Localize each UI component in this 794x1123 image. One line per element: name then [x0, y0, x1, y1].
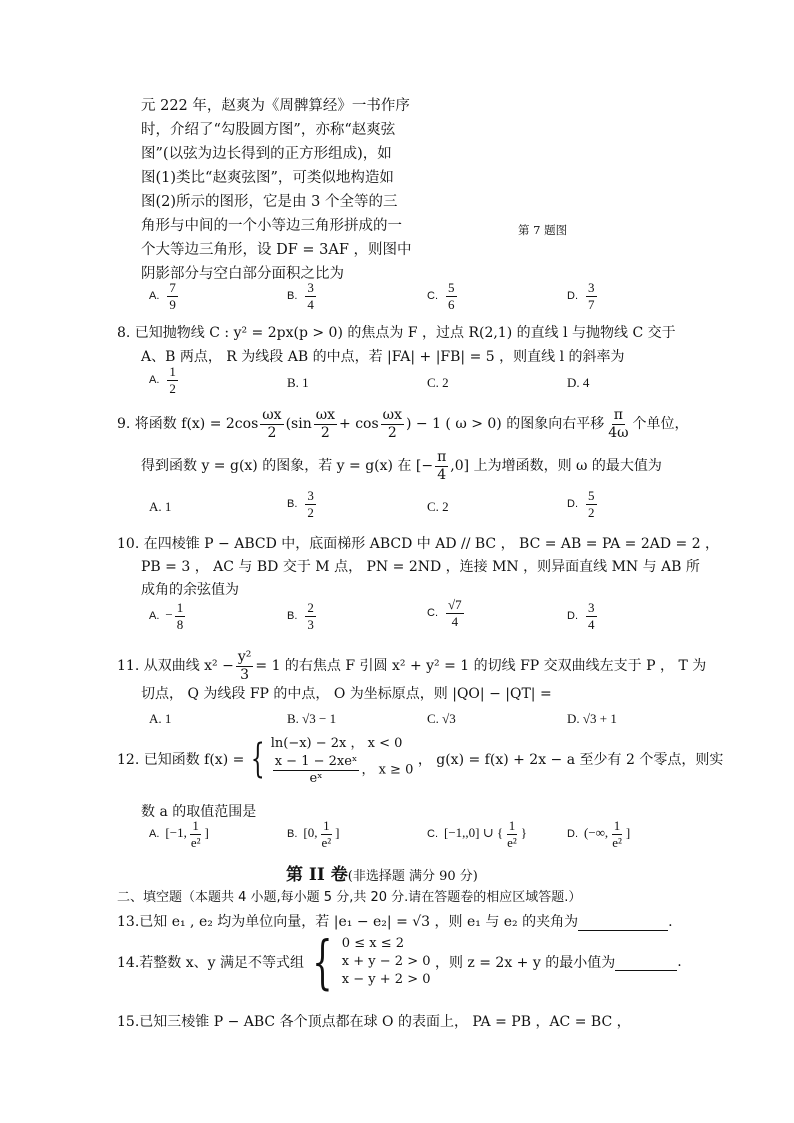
section-title: 第 II 卷(非选择题 满分 90 分)	[286, 865, 478, 885]
left-brace-icon: {	[250, 736, 265, 783]
left-brace-icon: {	[312, 928, 334, 996]
fill-in-intro: 二、填空题（本题共 4 小题,每小题 5 分,共 20 分.请在答题卷的相应区域答题.）	[117, 890, 582, 905]
q7-option-b: B. $\frac{3}{4}$	[287, 280, 314, 312]
q11-option-c: C. √3	[427, 711, 456, 726]
q8-option-d: D. 4	[567, 375, 590, 390]
answer-blank[interactable]	[578, 914, 668, 931]
q9-option-b: B. $\frac{3}{2}$	[287, 488, 314, 520]
q12-option-a: A. [−1, $\frac{1}{\text{e²}}$ ]	[149, 818, 209, 850]
q7-line: 元 222 年，赵爽为《周髀算经》一书作序	[141, 98, 410, 114]
q7-line: 图(1)类比“赵爽弦图”，可类似地构造如	[141, 170, 394, 186]
q12-option-b: B. [0, $\frac{1}{\text{e²}}$ ]	[287, 818, 340, 850]
q7-line: 图”(以弦为边长得到的正方形组成)，如	[141, 146, 392, 162]
q7-option-c: C. $\frac{5}{6}$	[427, 280, 455, 312]
q7-option-a: A. $\frac{7}{9}$	[149, 280, 176, 312]
q12-line2: 数 a 的取值范围是	[141, 804, 257, 820]
q10-option-c: C. $\frac{√7}{4}$	[427, 597, 462, 629]
figure-caption: 第 7 题图	[518, 223, 568, 237]
q7-line: 时，介绍了“勾股圆方图”，亦称“赵爽弦	[141, 122, 396, 138]
q10-line1: 10. 在四棱锥 P − ABCD 中，底面梯形 ABCD 中 AD // BC ， BC = AB = PA = 2AD = 2 ，	[117, 536, 720, 552]
q8-option-a: A. $\frac{1}{2}$	[149, 364, 176, 396]
q7-line: 阴影部分与空白部分面积之比为	[141, 266, 344, 282]
q7-line: 个大等边三角形，设 DF = 3AF ，则图中	[141, 242, 412, 258]
q9-line2: 得到函数 y = g(x) 的图象，若 y = g(x) 在 [− $\frac{\pi}{4}$ ,0] 上为增函数，则 ω 的最大值为	[141, 449, 662, 483]
q9-option-a: A. 1	[149, 499, 172, 514]
q15-line: 15.已知三棱锥 P − ABC 各个顶点都在球 O 的表面上， PA = PB ，AC = BC ，	[117, 1014, 631, 1030]
answer-blank[interactable]	[615, 954, 677, 971]
q14-line: 14.若整数 x、y 满足不等式组 { 0 ≤ x ≤ 2 x + y − 2 > 0 x − y + 2 > 0 ，则 z = 2x + y 的最小值为 .	[117, 928, 682, 996]
q12-piecewise: ln(−x) − 2x ， x < 0 $\frac{\text{x − 1 − 2xeˣ}}{\text{eˣ}}$ ， x ≥ 0	[270, 736, 414, 786]
q7-line: 图(2)所示的图形，它是由 3 个全等的三	[141, 194, 398, 210]
q12-line1: 12. 已知函数 f(x) = { ln(−x) − 2x ， x < 0 $\frac{\text{x − 1 − 2xeˣ}}{\text{eˣ}}$ ， x ≥ 0 ， g(x) = f(x) + 2x − a 至少有 2 个零点，则实	[117, 733, 723, 785]
q10-line2: PB = 3 ， AC 与 BD 交于 M 点， PN = 2ND ，连接 MN ，则异面直线 MN 与 AB 所	[141, 559, 700, 575]
q11-line1: 11. 从双曲线 x² − $\frac{\text{y²}}{3}$ = 1 的右焦点 F 引圆 x² + y² = 1 的切线 FP 交双曲线左支于 P ， T 为	[117, 649, 707, 683]
q8-option-b: B. 1	[287, 375, 309, 390]
q13-line: 13.已知 e₁ , e₂ 均为单位向量，若 |e₁ − e₂| = √3 ，则 e₁ 与 e₂ 的夹角为 .	[117, 914, 673, 930]
q11-option-a: A. 1	[149, 711, 172, 726]
q8-option-c: C. 2	[427, 375, 449, 390]
q7-option-d: D. $\frac{3}{7}$	[567, 280, 595, 312]
q10-option-d: D. $\frac{3}{4}$	[567, 600, 595, 632]
q11-line2: 切点， Q 为线段 FP 的中点， O 为坐标原点，则 |QO| − |QT| =	[141, 686, 552, 702]
q8-line1: 8. 已知抛物线 C : y² = 2px(p > 0) 的焦点为 F ，过点 R(2,1) 的直线 l 与抛物线 C 交于	[117, 325, 676, 341]
q12-option-c: C. [−1,,0] ∪ { $\frac{1}{\text{e²}}$ }	[427, 818, 528, 850]
q11-option-d: D. √3 + 1	[567, 711, 617, 726]
q11-option-b: B. √3 − 1	[287, 711, 337, 726]
q8-line2: A、B 两点， R 为线段 AB 的中点，若 |FA| + |FB| = 5 ，则直线 l 的斜率为	[141, 349, 625, 365]
q12-option-d: D. (−∞, $\frac{1}{\text{e²}}$ ]	[567, 818, 631, 850]
q9-option-d: D. $\frac{5}{2}$	[567, 488, 595, 520]
q9-line1: 9. 将函数 f(x) = 2cos $\frac{\omega x}{2}$ (sin $\frac{\omega x}{2}$ + cos $\frac{\omega x}{2}$ ) − 1 ( ω > 0) 的图象向右平移 $\frac{\pi}{4\omega}$ 个单位，	[117, 407, 689, 441]
q14-inequality-system: 0 ≤ x ≤ 2 x + y − 2 > 0 x − y + 2 > 0	[341, 936, 431, 987]
q9-option-c: C. 2	[427, 499, 449, 514]
q10-option-a: A. − $\frac{1}{8}$	[149, 600, 184, 632]
q7-line: 角形与中间的一个小等边三角形拼成的一	[141, 218, 402, 234]
q10-option-b: B. $\frac{2}{3}$	[287, 600, 314, 632]
q10-line3: 成角的余弦值为	[141, 582, 239, 598]
